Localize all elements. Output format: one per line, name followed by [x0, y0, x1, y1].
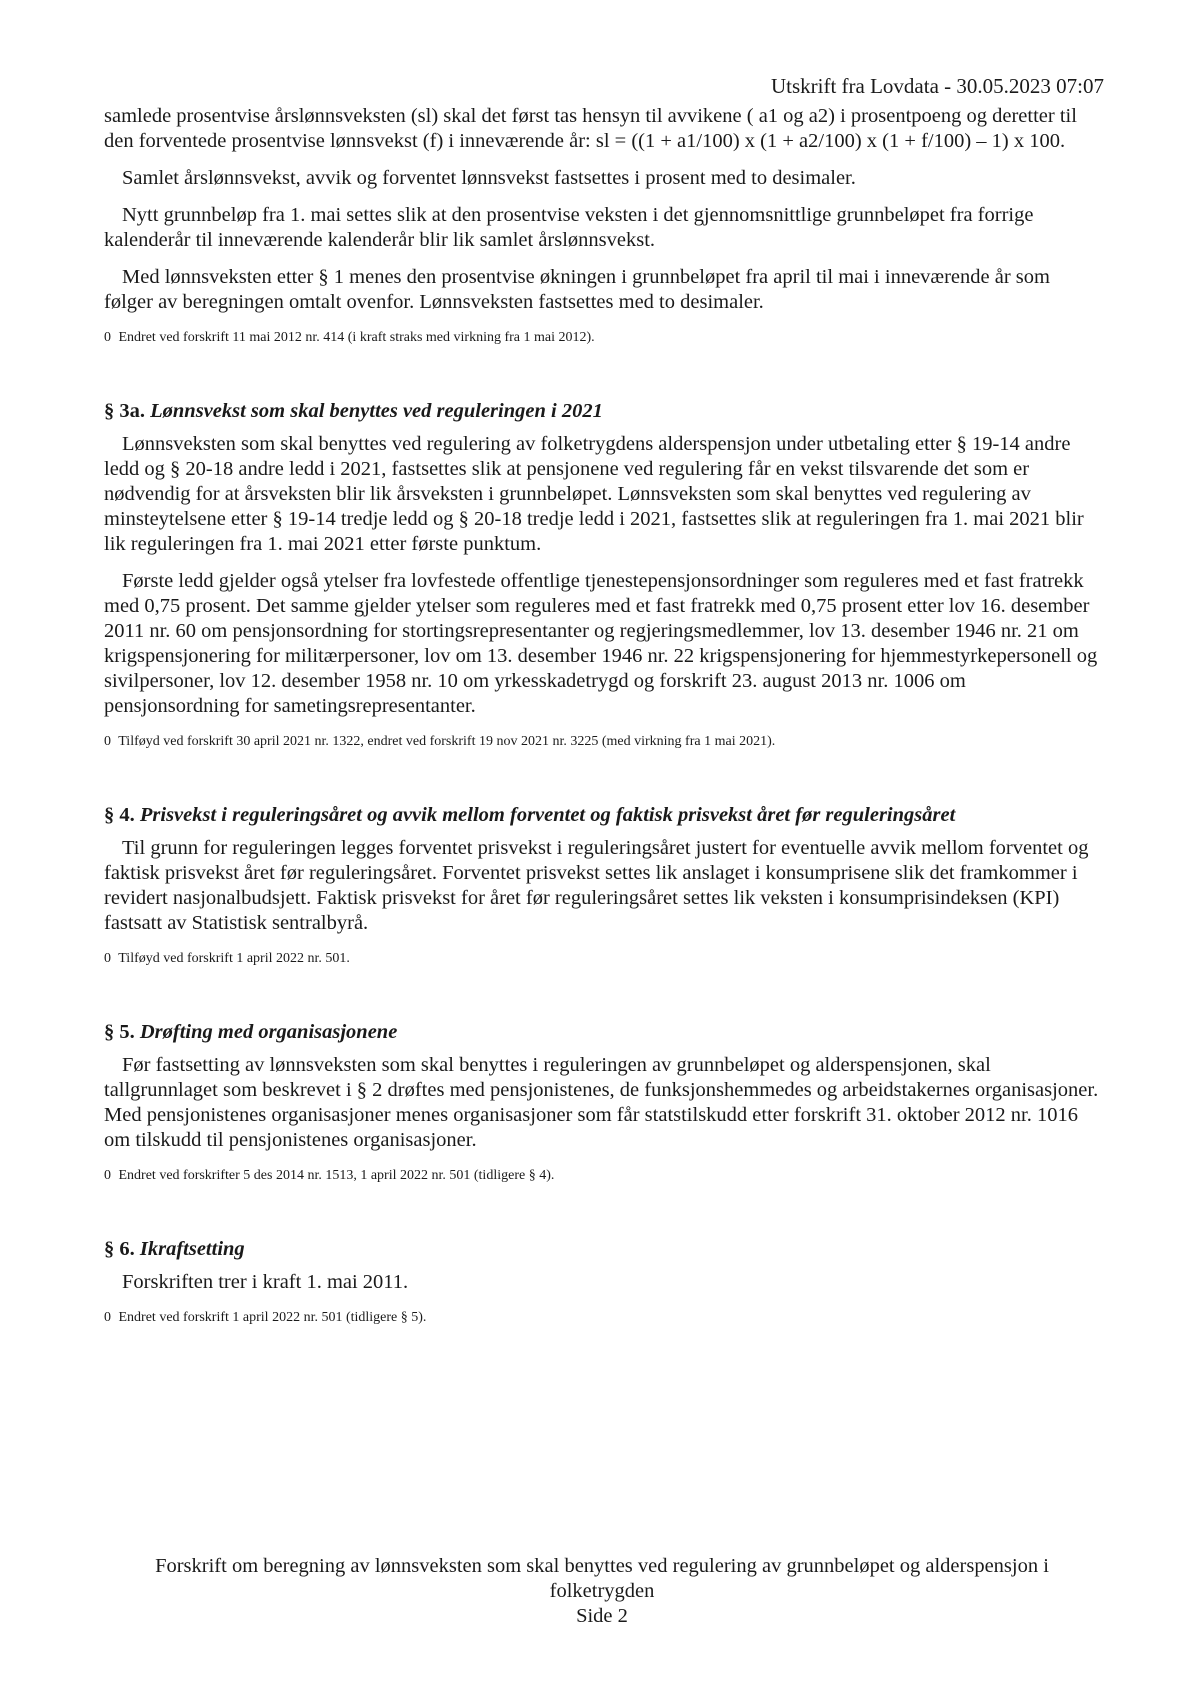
note-number: 0	[104, 1310, 111, 1325]
note-text: Tilføyd ved forskrift 1 april 2022 nr. 501.	[118, 951, 350, 966]
amendment-note	[104, 329, 1100, 347]
section-heading	[104, 1020, 1100, 1045]
section-6	[104, 1237, 1100, 1327]
document-body	[104, 104, 1100, 1327]
note-number: 0	[104, 330, 111, 345]
amendment-note	[104, 950, 1100, 968]
note-text: Endret ved forskrifter 5 des 2014 nr. 1513, 1 april 2022 nr. 501 (tidligere § 4).	[118, 1168, 555, 1183]
paragraph: Forskriften trer i kraft 1. mai 2011.	[122, 1271, 409, 1293]
footer-title-line: Forskrift om beregning av lønnsveksten som skal benyttes ved regulering av grunnbeløpet og alderspensjon i	[155, 1555, 1049, 1577]
paragraph: samlede prosentvise årslønnsveksten (sl) skal det først tas hensyn til avvikene ( a1 og a2) i prosentpoeng og deretter til den forventede prosentvise lønnsvekst (f) i inneværende år: sl = ((1 + a1/100) x (1 + a2/100) x (1 + f/100) – 1) x 100.	[104, 105, 1077, 152]
footer-title-line: folketrygden	[549, 1580, 655, 1602]
paragraph: Til grunn for reguleringen legges forventet prisvekst i reguleringsåret justert for eventuelle avvik mellom forventet og faktisk prisvekst året før reguleringsåret. Forventet prisvekst settes lik anslaget i konsumprisene slik det framkommer i revidert nasjonalbudsjett. Faktisk prisvekst for året før reguleringsåret settes lik veksten i konsumprisindeksen (KPI) fastsatt av Statistisk sentralbyrå.	[104, 837, 1089, 934]
paragraph: Med lønnsveksten etter § 1 menes den prosentvise økningen i grunnbeløpet fra april til mai i inneværende år som følger av beregningen omtalt ovenfor. Lønnsveksten fastsettes med to desimaler.	[104, 266, 1050, 313]
print-stamp: Utskrift fra Lovdata - 30.05.2023 07:07	[770, 74, 1104, 98]
note-text: Endret ved forskrift 11 mai 2012 nr. 414 (i kraft straks med virkning fra 1 mai 2012).	[118, 330, 595, 345]
paragraph: Første ledd gjelder også ytelser fra lovfestede offentlige tjenestepensjonsordninger som reguleres med et fast fratrekk med 0,75 prosent. Det samme gjelder ytelser som reguleres med et fast fratrekk med 0,75 prosent etter lov 16. desember 2011 nr. 60 om pensjonsordning for stortingsrepresentanter og regjeringsmedlemmer, lov 13. desember 1946 nr. 21 om krigspensjonering for militærpersoner, lov om 13. desember 1946 nr. 22 krigspensjonering for hjemmestyrkepersonell og sivilpersoner, lov 12. desember 1958 nr. 10 om yrkesskadetrygd og forskrift 23. august 2013 nr. 1006 om pensjonsordning for sametingsrepresentanter.	[104, 570, 1098, 717]
note-text: Tilføyd ved forskrift 30 april 2021 nr. 1322, endret ved forskrift 19 nov 2021 nr. 3225 (med virkning fra 1 mai 2021).	[118, 734, 776, 749]
section-number: § 6.	[104, 1238, 135, 1260]
note-number: 0	[104, 734, 111, 749]
paragraph: Samlet årslønnsvekst, avvik og forventet lønnsvekst fastsettes i prosent med to desimaler.	[122, 167, 856, 189]
amendment-note	[104, 1309, 1100, 1327]
note-number: 0	[104, 1168, 111, 1183]
section-heading	[104, 803, 1100, 828]
section-4	[104, 803, 1100, 968]
paragraph: Lønnsveksten som skal benyttes ved regulering av folketrygdens alderspensjon under utbetaling etter § 19-14 andre ledd og § 20-18 andre ledd i 2021, fastsettes slik at pensjonene ved regulering får en vekst tilsvarende det som er nødvendig for at årsveksten blir lik årsveksten i grunnbeløpet. Lønnsveksten som skal benyttes ved regulering av minsteytelsene etter § 19-14 tredje ledd og § 20-18 tredje ledd i 2021, fastsettes slik at reguleringen fra 1. mai 2021 blir lik reguleringen fra 1. mai 2021 etter første punktum.	[104, 433, 1084, 555]
section-3a	[104, 399, 1100, 751]
section-title: Lønnsvekst som skal benyttes ved reguleringen i 2021	[150, 400, 603, 422]
section-title: Prisvekst i reguleringsåret og avvik mellom forventet og faktisk prisvekst året før reguleringsåret	[139, 804, 956, 826]
section-number: § 4.	[104, 804, 135, 826]
note-number: 0	[104, 951, 111, 966]
section-intro	[104, 104, 1100, 347]
section-number: § 3a.	[104, 400, 145, 422]
amendment-note	[104, 733, 1100, 751]
page-footer	[104, 1554, 1100, 1629]
section-title: Ikraftsetting	[139, 1238, 245, 1260]
section-heading	[104, 1237, 1100, 1262]
section-number: § 5.	[104, 1021, 135, 1043]
paragraph: Før fastsetting av lønnsveksten som skal benyttes i reguleringen av grunnbeløpet og alderspensjonen, skal tallgrunnlaget som beskrevet i § 2 drøftes med pensjonistenes, de funksjonshemmedes og arbeidstakernes organisasjoner. Med pensjonistenes organisasjoner menes organisasjoner som får statstilskudd etter forskrift 31. oktober 2012 nr. 1016 om tilskudd til pensjonistenes organisasjoner.	[104, 1054, 1099, 1151]
section-heading	[104, 399, 1100, 424]
section-title: Drøfting med organisasjonene	[139, 1021, 398, 1043]
amendment-note	[104, 1167, 1100, 1185]
section-5	[104, 1020, 1100, 1185]
note-text: Endret ved forskrift 1 april 2022 nr. 501 (tidligere § 5).	[118, 1310, 427, 1325]
page-number: Side 2	[576, 1605, 628, 1627]
paragraph: Nytt grunnbeløp fra 1. mai settes slik at den prosentvise veksten i det gjennomsnittlige grunnbeløpet fra forrige kalenderår til inneværende kalenderår blir lik samlet årslønnsvekst.	[104, 204, 1034, 251]
